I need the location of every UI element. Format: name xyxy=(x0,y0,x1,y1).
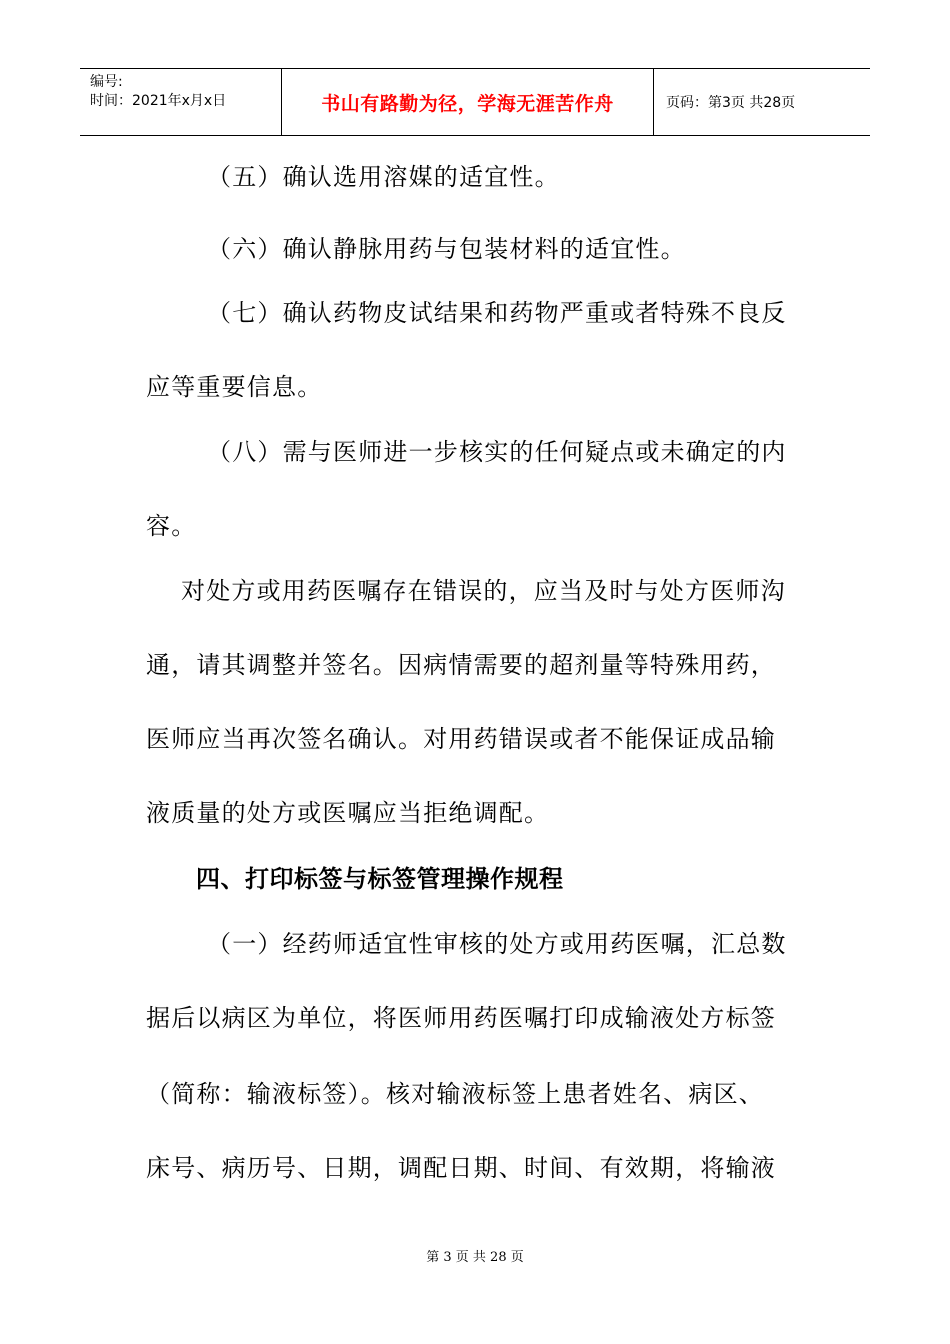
body-line: 医师应当再次签名确认。对用药错误或者不能保证成品输 xyxy=(146,725,776,753)
body-line: （七）确认药物皮试结果和药物严重或者特殊不良反 xyxy=(207,299,787,327)
body-line: （一）经药师适宜性审核的处方或用药医嘱，汇总数 xyxy=(207,930,787,958)
section-heading: 四、打印标签与标签管理操作规程 xyxy=(196,865,564,893)
header-meta xyxy=(80,69,282,135)
document-number-label: 编号: xyxy=(90,74,123,90)
page-footer: 第 3 页 共 28 页 xyxy=(426,1250,524,1265)
body-line: （简称：输液标签）。核对输液标签上患者姓名、病区、 xyxy=(146,1080,764,1108)
body-line: 床号、病历号、日期，调配日期、时间、有效期，将输液 xyxy=(146,1154,776,1182)
body-line: （六）确认静脉用药与包装材料的适宜性。 xyxy=(207,235,686,263)
header-page-info: 页码：第3页 共28页 xyxy=(666,95,796,111)
body-line: 对处方或用药医嘱存在错误的，应当及时与处方医师沟 xyxy=(181,577,786,605)
body-line: 容。 xyxy=(146,512,197,540)
body-line: 通，请其调整并签名。因病情需要的超剂量等特殊用药， xyxy=(146,651,776,679)
body-line: （五）确认选用溶媒的适宜性。 xyxy=(207,163,560,191)
body-line: （八）需与医师进一步核实的任何疑点或未确定的内 xyxy=(207,438,787,466)
body-line: 液质量的处方或医嘱应当拒绝调配。 xyxy=(146,799,550,827)
body-line: 据后以病区为单位，将医师用药医嘱打印成输液处方标签 xyxy=(146,1004,776,1032)
body-line: 应等重要信息。 xyxy=(146,373,323,401)
document-date: 时间：2021年x月x日 xyxy=(90,93,227,109)
page-header xyxy=(80,68,870,136)
header-motto: 书山有路勤为径，学海无涯苦作舟 xyxy=(282,69,654,135)
